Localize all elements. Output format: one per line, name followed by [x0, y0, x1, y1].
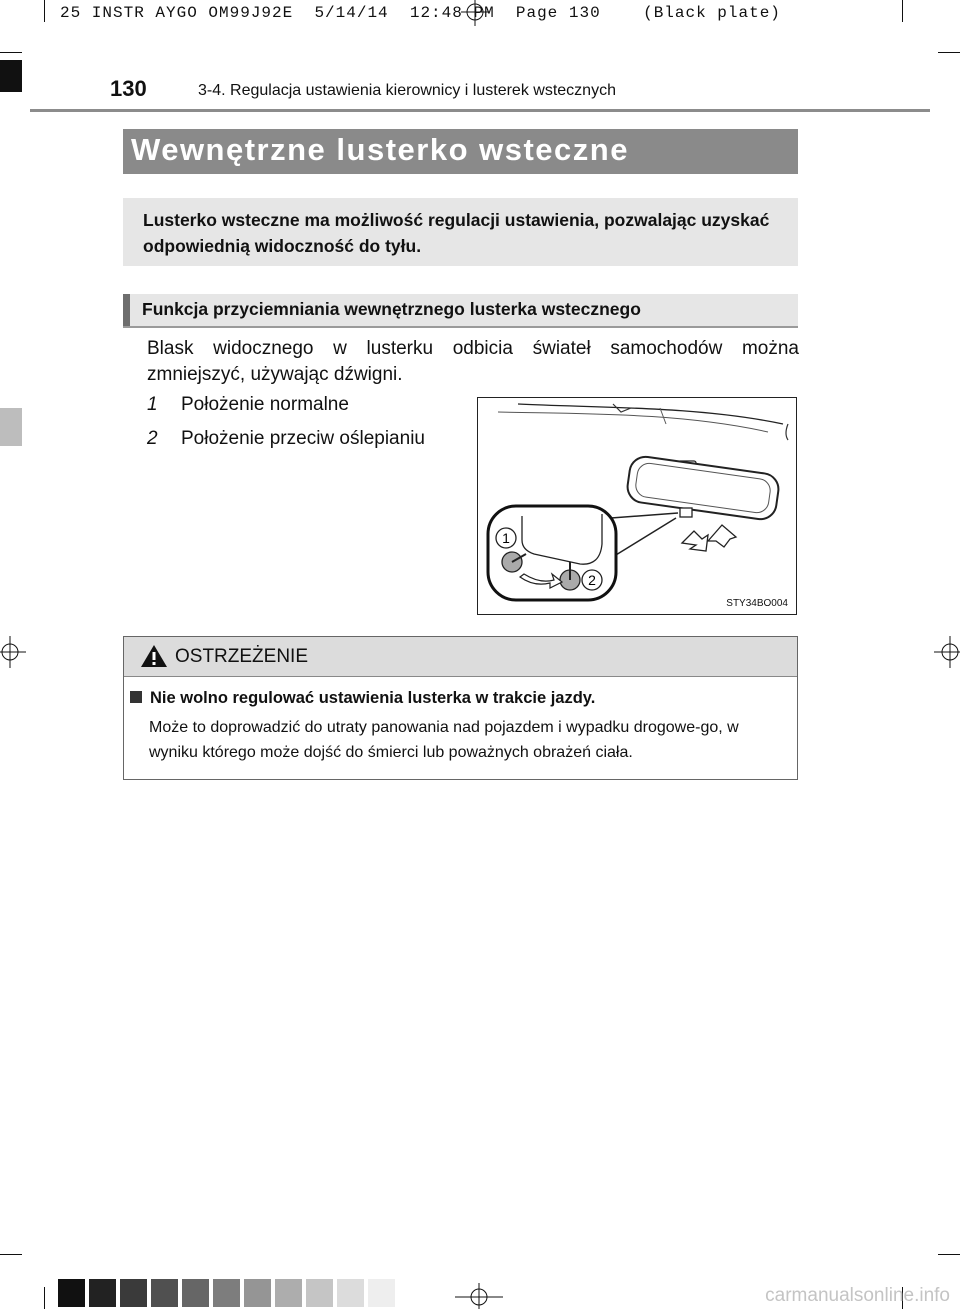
page-title: Wewnętrzne lusterko wsteczne: [131, 132, 629, 167]
mirror-drawing: [478, 398, 796, 614]
list-item: [147, 428, 425, 450]
color-swatch: [182, 1279, 209, 1307]
warning-icon: [140, 644, 168, 668]
section-body: Blask widocznego w lusterku odbicia świateł samochodów można zmniejszyć, używając dźwigni.: [147, 338, 799, 385]
header-rule: [30, 109, 930, 112]
intro-text: Lusterko wsteczne ma możliwość regulacji ustawienia, pozwalając uzyskać odpowiednią widoczność do tyłu.: [143, 210, 770, 256]
warning-title: OSTRZEŻENIE: [175, 646, 309, 667]
side-tab-dark: [0, 60, 22, 92]
list-item: [147, 394, 349, 416]
square-bullet-icon: [130, 691, 142, 703]
color-swatch: [151, 1279, 178, 1307]
crop-mark: [938, 1254, 960, 1255]
page-number: 130: [110, 76, 147, 101]
crop-mark: [44, 1287, 45, 1309]
color-bar: [58, 1279, 395, 1307]
crop-mark: [902, 0, 903, 22]
item-number: 2: [147, 428, 158, 449]
registration-mark: [455, 1283, 505, 1309]
mirror-illustration: [477, 397, 797, 615]
crop-mark: [0, 1254, 22, 1255]
print-header: 25 INSTR AYGO OM99J92E 5/14/14 12:48 PM Page 130 (Black plate): [60, 4, 781, 22]
watermark: carmanualsonline.info: [765, 1285, 950, 1306]
registration-mark: [934, 632, 960, 672]
item-label: Położenie przeciw oślepianiu: [181, 428, 425, 449]
color-swatch: [275, 1279, 302, 1307]
section-title: Funkcja przyciemniania wewnętrznego lusterka wstecznego: [142, 299, 641, 319]
color-swatch: [58, 1279, 85, 1307]
warning-heading-text: Nie wolno regulować ustawienia lusterka w trakcie jazdy.: [150, 689, 596, 707]
callout-1: 1: [502, 530, 510, 546]
item-label: Położenie normalne: [181, 394, 349, 415]
running-head: 3-4. Regulacja ustawienia kierownicy i lusterek wstecznych: [198, 82, 616, 99]
color-swatch: [213, 1279, 240, 1307]
registration-mark: [0, 632, 26, 672]
warning-box: [123, 636, 798, 780]
side-tab-grey: [0, 408, 22, 446]
crop-mark: [44, 0, 45, 22]
item-number: 1: [147, 394, 158, 415]
color-swatch: [368, 1279, 395, 1307]
crop-mark: [0, 52, 22, 53]
section-accent: [123, 294, 130, 326]
intro-box: [123, 198, 798, 266]
registration-mark: [455, 0, 495, 26]
crop-mark: [938, 52, 960, 53]
warning-header: [124, 637, 797, 677]
color-swatch: [120, 1279, 147, 1307]
title-bar: [123, 129, 798, 174]
callout-2: 2: [588, 572, 596, 588]
section-bar: [123, 294, 798, 328]
color-swatch: [89, 1279, 116, 1307]
warning-body: Może to doprowadzić do utraty panowania nad pojazdem i wypadku drogowe-go, w wyniku którego może dojść do śmierci lub poważnych obrażeń ciała.: [149, 719, 739, 761]
warning-heading: [130, 689, 595, 708]
color-swatch: [306, 1279, 333, 1307]
figure-code: STY34BO004: [726, 598, 788, 609]
color-swatch: [337, 1279, 364, 1307]
color-swatch: [244, 1279, 271, 1307]
